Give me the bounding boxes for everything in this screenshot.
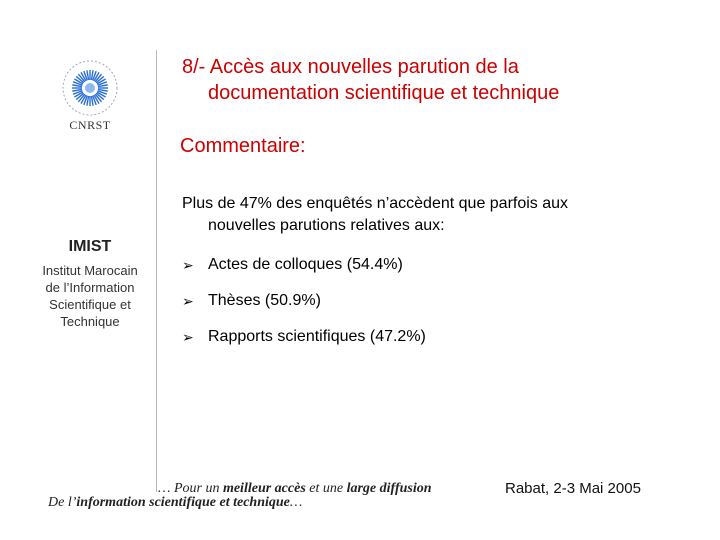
slide-title xyxy=(182,54,702,106)
place-date: Rabat, 2-3 Mai 2005 xyxy=(505,480,641,497)
org-name-line: Institut Marocain xyxy=(42,263,138,278)
org-acronym: IMIST xyxy=(68,238,112,255)
footer-emphasis: meilleur accès xyxy=(222,481,306,496)
footer-text: … Pour un xyxy=(158,481,223,496)
arrow-bullet-icon: ➢ xyxy=(182,328,194,345)
footer-emphasis: large diffusion xyxy=(346,481,432,496)
list-item-text: Actes de colloques (54.4%) xyxy=(208,256,403,273)
org-name-line: Technique xyxy=(60,314,120,329)
vertical-divider xyxy=(156,50,157,492)
org-full-name xyxy=(28,262,152,330)
org-name-line: de l’Information xyxy=(45,280,135,295)
bullet-list xyxy=(182,254,426,362)
cnrst-logo xyxy=(52,58,128,122)
footer-emphasis: information scientifique et technique xyxy=(76,495,290,510)
intro-line-1: Plus de 47% des enquêtés n’accèdent que parfois aux xyxy=(182,195,569,212)
list-item xyxy=(182,326,426,348)
list-item-text: Rapports scientifiques (47.2%) xyxy=(208,328,426,345)
org-name-line: Scientifique et xyxy=(49,297,131,312)
list-item xyxy=(182,290,426,312)
title-line-1: 8/- Accès aux nouvelles parution de la xyxy=(182,56,519,78)
footer-text: … xyxy=(289,495,303,510)
list-item-text: Thèses (50.9%) xyxy=(208,292,321,309)
intro-text xyxy=(182,193,702,237)
arrow-bullet-icon: ➢ xyxy=(182,256,194,273)
title-line-2: documentation scientifique et technique xyxy=(208,82,560,104)
footer-text: De l’ xyxy=(48,495,77,510)
footer-text: et une xyxy=(305,481,347,496)
footer-tagline-2 xyxy=(48,495,302,511)
arrow-bullet-icon: ➢ xyxy=(182,292,194,309)
section-heading: Commentaire: xyxy=(180,135,306,157)
logo-caption: CNRST xyxy=(69,118,111,132)
intro-line-2: nouvelles parutions relatives aux: xyxy=(208,217,445,234)
list-item xyxy=(182,254,426,276)
